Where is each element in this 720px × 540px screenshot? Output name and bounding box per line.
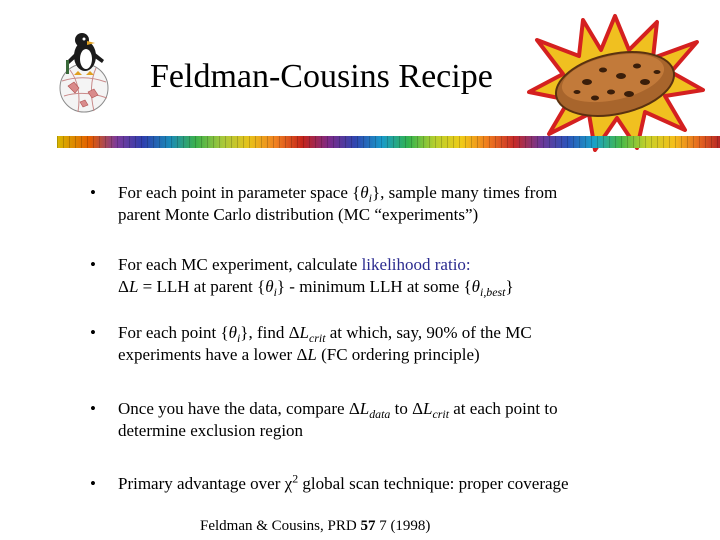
rainbow-divider-texture [57,136,720,148]
bullet-dot: • [90,474,96,493]
citation-footer: Feldman & Cousins, PRD 57 7 (1998) [200,518,431,534]
cookie-starburst-icon [525,12,705,152]
slide-title: Feldman-Cousins Recipe [150,58,493,95]
bullet-text: For each point in parameter space $\{\theta_i\}$, sample many times from parent Monte Carlo distribution (MC “experiments”) [118,183,558,224]
bullet-dot: • [90,399,96,418]
likelihood-ratio-highlight: likelihood ratio: [361,255,471,274]
bullet-text: Primary advantage over $\chi^2$ global scan technique: proper coverage [118,471,569,493]
bullet-text: Once you have the data, compare $\Delta L_{data}$ to $\Delta L_{crit}$ at each point to determine exclusion region [118,399,558,440]
bullet-dot: • [90,323,96,342]
bullet-dot: • [90,255,96,274]
bullet-text: For each point $\{\theta_i\}$, find $\Delta L_{crit}$ at which, say, 90% of the MC experiments have a lower ΔL (FC ordering principle) [118,323,532,364]
bullet-text: For each MC experiment, calculate likelihood ratio: ΔL = LLH at parent $\{\theta_i\}$ - minimum LLH at some $\{\theta_{i,best}\}$ [118,255,514,300]
penguin-globe-icon [52,26,122,116]
bullet-dot: • [90,183,96,202]
